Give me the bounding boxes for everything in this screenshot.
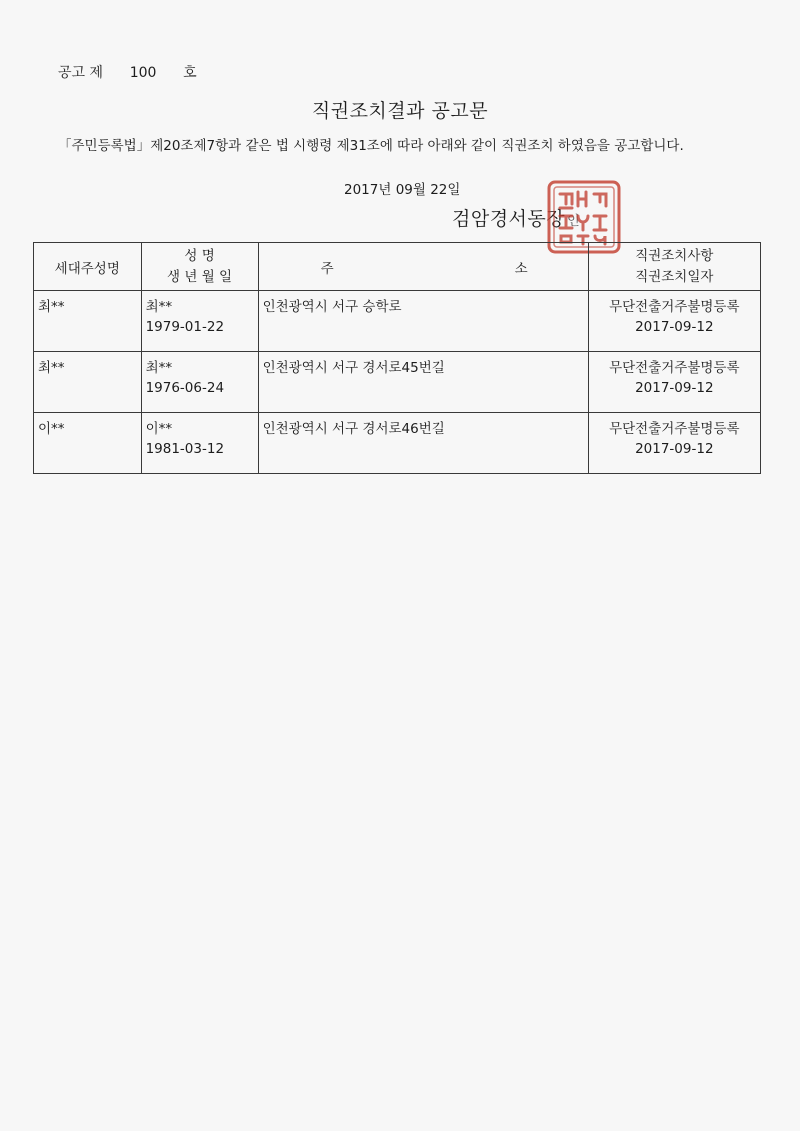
table-row <box>34 413 761 474</box>
notice-date: 2017년 09월 22일 <box>344 182 461 198</box>
row-address: 인천광역시 서구 경서로45번길 <box>258 352 588 413</box>
row-action-type: 무단전출거주불명등록 <box>609 360 740 376</box>
row-name-birth <box>141 291 258 352</box>
row-address: 인천광역시 서구 승학로 <box>258 291 588 352</box>
header-action-type: 직권조치사항 <box>635 247 714 264</box>
row-birth: 1981-03-12 <box>145 441 225 457</box>
row-action <box>588 291 760 352</box>
row-action-date: 2017-09-12 <box>635 441 714 457</box>
row-action-date: 2017-09-12 <box>635 319 714 335</box>
header-name-birth <box>141 243 258 291</box>
table-row <box>34 352 761 413</box>
row-name: 최** <box>145 299 173 315</box>
row-action-type: 무단전출거주불명등록 <box>609 421 740 437</box>
row-householder: 최** <box>34 352 142 413</box>
row-action <box>588 352 760 413</box>
header-householder: 세대주성명 <box>34 243 142 291</box>
page-title: 직권조치결과 공고문 <box>311 100 489 122</box>
row-name-birth <box>141 413 258 474</box>
row-name: 이** <box>145 421 173 437</box>
row-name: 최** <box>145 360 173 376</box>
row-action-type: 무단전출거주불명등록 <box>609 299 740 315</box>
header-action-date: 직권조치일자 <box>635 268 714 285</box>
notice-number: 공고 제 100 호 <box>58 65 197 81</box>
header-action <box>588 243 760 291</box>
row-birth: 1979-01-22 <box>145 319 225 335</box>
notice-body-text: 「주민등록법」제20조제7항과 같은 법 시행령 제31조에 따라 아래와 같이 직권조치 하였음을 공고합니다. <box>58 138 684 154</box>
row-birth: 1976-06-24 <box>145 380 225 396</box>
issuer-seal-mark: 인 <box>567 214 581 229</box>
header-address <box>258 243 588 291</box>
row-action-date: 2017-09-12 <box>635 380 714 396</box>
row-householder: 최** <box>34 291 142 352</box>
row-name-birth <box>141 352 258 413</box>
row-address: 인천광역시 서구 경서로46번길 <box>258 413 588 474</box>
row-action <box>588 413 760 474</box>
table-row <box>34 291 761 352</box>
header-address-right: 소 <box>514 260 528 277</box>
results-table <box>33 242 761 474</box>
row-householder: 이** <box>34 413 142 474</box>
issuer-name: 검암경서동장 <box>452 208 566 230</box>
header-birth: 생 년 월 일 <box>167 268 233 285</box>
table-header-row <box>34 243 761 291</box>
header-name: 성 명 <box>184 247 215 264</box>
header-address-left: 주 <box>320 260 334 277</box>
